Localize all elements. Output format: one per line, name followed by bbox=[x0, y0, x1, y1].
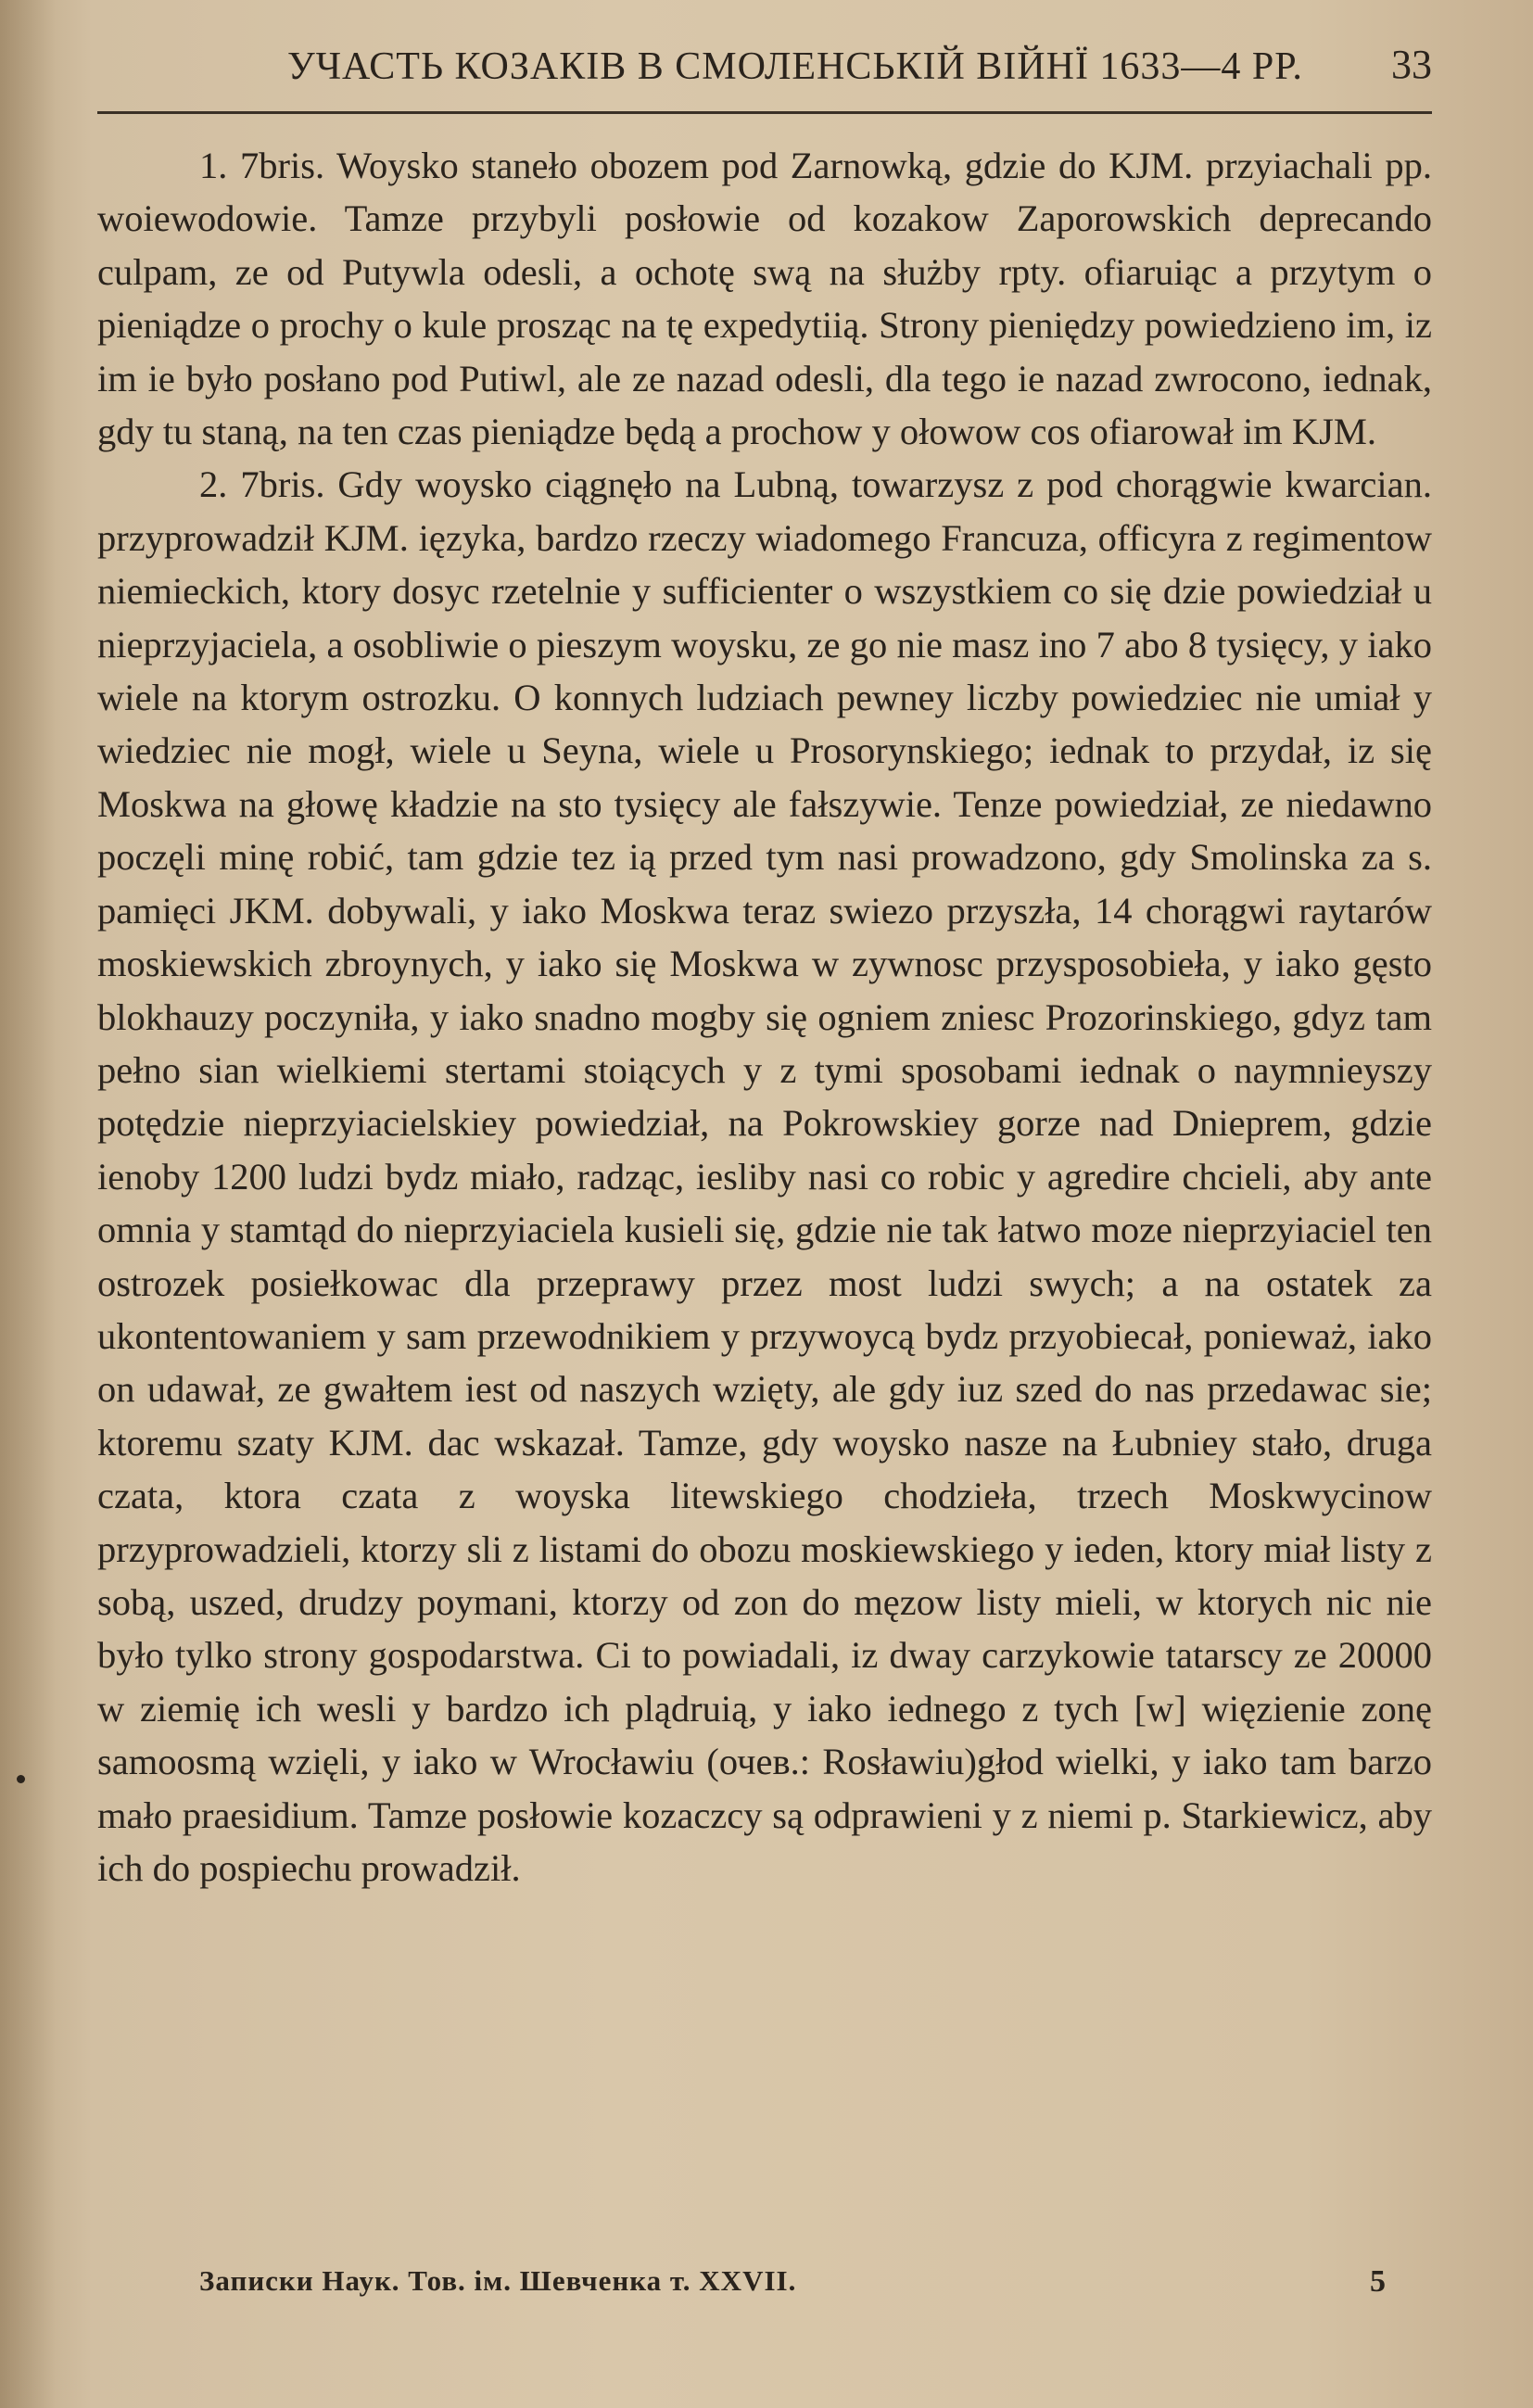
page-number: 33 bbox=[1391, 42, 1432, 87]
page-header bbox=[97, 37, 1451, 120]
page-footer bbox=[199, 2264, 1386, 2311]
footer-signature: Записки Наук. Тов. ім. Шевченка т. XXVII. bbox=[199, 2264, 797, 2297]
paragraph-2: 2. 7bris. Gdy woysko ciągnęło na Lubną, towarzysz z pod chorągwie kwarcian. przyprowadził KJM. ięzyka, bardzo rzeczy wiadomego Francuza, officyra z regimentow niemieckich, ktory dosyc rzetelnie y sufficienter o wszystkiem co się dzie powiedział u nieprzyjaciela, a osobliwie o pieszym woysku, ze go nie masz ino 7 abo 8 tysięcy, y iako wiele na ktorym ostrozku. O konnych ludziach pewney liczby powiedziec nie umiał y wiedziec nie mogł, wiele u Seyna, wiele u Prosorynskiego; iednak to przydał, iz się Moskwa na głowę kładzie na sto tysięcy ale fałszywie. Tenze powiedział, ze niedawno poczęli minę robić, tam gdzie tez ią przed tym nasi prowadzono, gdy Smolinska za s. pamięci JKM. dobywali, y iako Moskwa teraz swiezo przyszła, 14 chorągwi raytarów moskiewskich zbroynych, y iako się Moskwa w zywnosc przysposobieła, y iako gęsto blokhauzy poczyniła, y iako snadno mogby się ogniem zniesc Prozorinskiego, gdyz tam pełno sian wielkiemi stertami stoiących y z tymi sposobami iednak o naymnieyszy potędzie nieprzyiacielskiey powiedział, na Pokrowskiey gorze nad Dnieprem, gdzie ienoby 1200 ludzi bydz miało, radząc, iesliby nasi co robic y agredire chcieli, aby ante omnia y stamtąd do nieprzyiaciela kusieli się, gdzie nie tak łatwo moze nieprzyiaciel ten ostrozek posiełkowac dla przeprawy przez most ludzi swych; a na ostatek za ukontentowaniem y sam przewodnikiem y przywoycą bydz przyobiecał, ponieważ, iako on udawał, ze gwałtem iest od naszych wzięty, ale gdy iuz szed do nas przedawac sie; ktoremu szaty KJM. dac wskazał. Tamze, gdy woysko nasze na Łubniey stało, druga czata, ktora czata z woyska litewskiego chodzieła, trzech Moskwycinow przyprowadzieli, ktorzy sli z listami do obozu moskiewskiego y ieden, ktory miał listy z sobą, uszed, drudzy poymani, ktorzy od zon do męzow listy mieli, w ktorych nic nie było tylko strony gospodarstwa. Ci to powiadali, iz dway carzykowie tatarscy ze 20000 w ziemię ich wesli y bardzo ich plądruią, y iako iednego z tych [w] więzienie zonę samoosmą wzięli, y iako w Wrocławiu (очев.: Rosławiu)głod wielki, y iako tam barzo mało praesidium. Tamze posłowie kozaczcy są odprawieni y z niemi p. Starkiewicz, aby ich do pospiechu prowadził. bbox=[97, 463, 1432, 1889]
footer-signature-number: 5 bbox=[1370, 2264, 1386, 2299]
header-rule bbox=[97, 111, 1432, 114]
ink-speck bbox=[17, 1775, 25, 1783]
body-text bbox=[97, 139, 1432, 1895]
paragraph-1: 1. 7bris. Woysko staneło obozem pod Zarnowką, gdzie do KJM. przyiachali pp. woiewodowie. Tamze przybyli posłowie od kozakow Zaporowskich deprecando culpam, ze od Putywla odesli, a ochotę swą na służby rpty. ofiaruiąc a przytym o pieniądze o prochy o kule prosząc na tę expedytiią. Strony pieniędzy powiedzieno im, iz im ie było posłano pod Putiwl, ale ze nazad odesli, dla tego ie nazad zwrocono, iednak, gdy tu staną, na ten czas pieniądze będą a prochow y ołowow cos ofiarował im KJM. bbox=[97, 145, 1432, 453]
running-title: УЧАСТЬ КОЗАКІВ В СМОЛЕНСЬКІЙ ВІЙНЇ 1633—4 РР. bbox=[287, 45, 1303, 88]
binding-shadow bbox=[0, 0, 56, 2408]
